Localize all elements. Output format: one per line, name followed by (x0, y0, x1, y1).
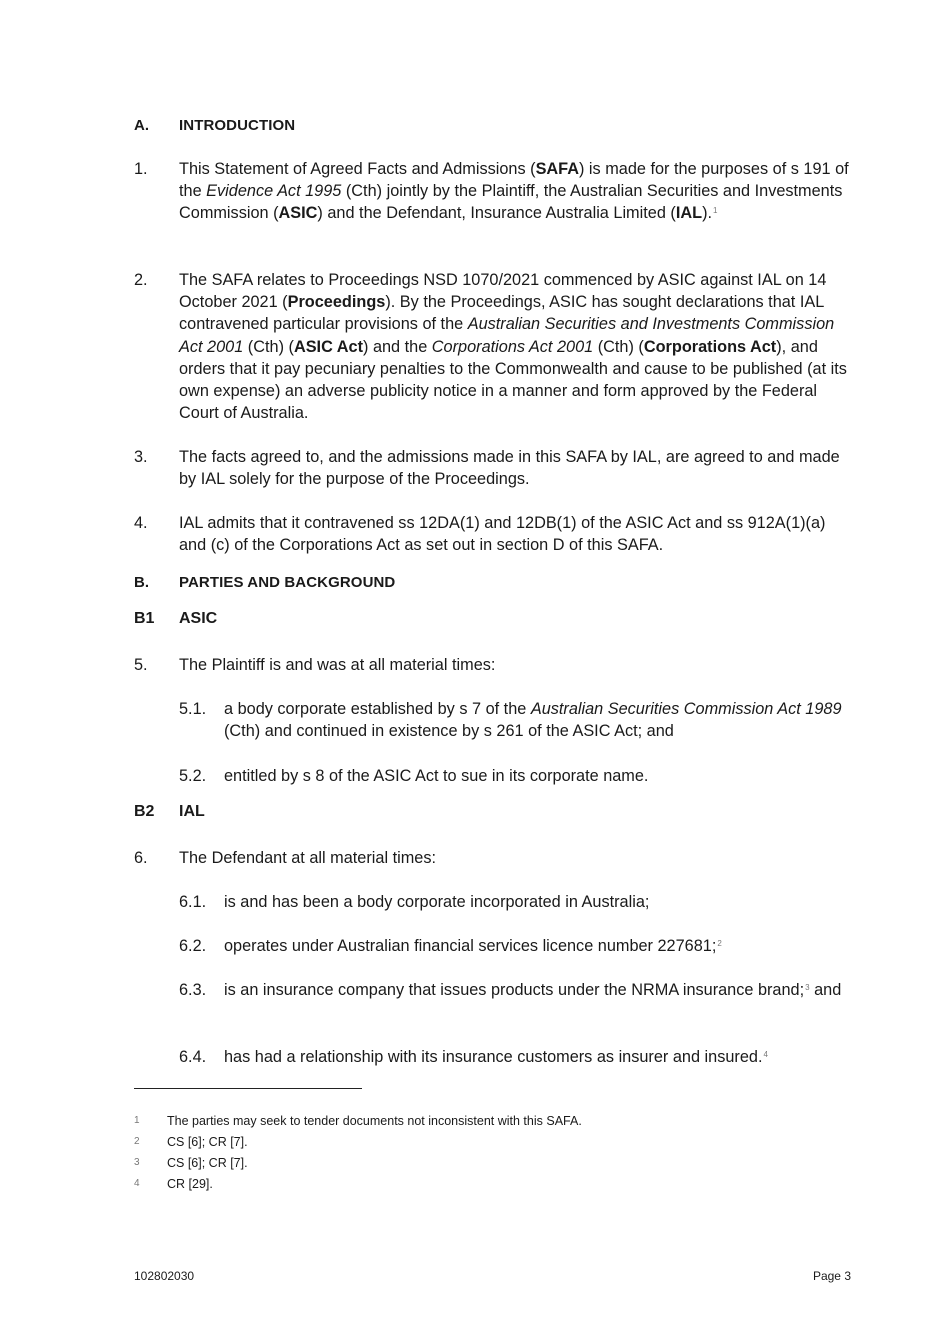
footnote-ref[interactable]: 1 (713, 206, 718, 216)
section-number: B. (134, 574, 150, 591)
paragraph-number: 3. (134, 448, 148, 466)
footnote-ref[interactable]: 2 (717, 939, 722, 948)
paragraph-6-2 (179, 935, 854, 957)
paragraph-number: 6. (134, 849, 148, 867)
paragraph-6-1 (179, 891, 854, 913)
paragraph-4 (134, 512, 854, 556)
paragraph-number: 6.3. (179, 981, 207, 999)
paragraph-number: 1. (134, 160, 148, 178)
paragraph-number: 2. (134, 271, 148, 289)
paragraph-number: 6.1. (179, 893, 207, 911)
paragraph-text: is and has been a body corporate incorporated in Australia; (224, 893, 650, 911)
paragraph-number: 6.2. (179, 937, 207, 955)
paragraph-6-4 (179, 1046, 854, 1068)
paragraph-6-3 (179, 979, 854, 1001)
section-number: A. (134, 117, 150, 134)
paragraph-text: This Statement of Agreed Facts and Admissions (SAFA) is made for the purposes of s 191 of the Evidence Act 1995 (Cth) jointly by the Plaintiff, the Australian Securities and Investments Commission (ASIC) and the Defendant, Insurance Australia Limited (IAL).$^1$ (179, 160, 849, 223)
paragraph-text: IAL admits that it contravened ss 12DA(1) and 12DB(1) of the ASIC Act and ss 912A(1)(a) and (c) of the Corporations Act as set out in section D of this SAFA. (179, 514, 826, 555)
footnote-text: CS [6]; CR [7]. (167, 1156, 248, 1170)
subsection-number: B1 (134, 610, 155, 627)
footnote-text: The parties may seek to tender documents not inconsistent with this SAFA. (167, 1114, 582, 1128)
subsection-title: IAL (179, 803, 205, 820)
paragraph-number: 6.4. (179, 1048, 207, 1066)
footnote-number: 2 (134, 1136, 140, 1147)
footnote-text: CS [6]; CR [7]. (167, 1135, 248, 1149)
paragraph-number: 5.1. (179, 700, 207, 718)
paragraph-5-1 (179, 698, 854, 742)
footnote-number: 3 (134, 1157, 140, 1168)
section-title: PARTIES AND BACKGROUND (179, 574, 396, 591)
paragraph-number: 5. (134, 656, 148, 674)
document-id: 102802030 (134, 1269, 195, 1283)
page-number: Page 3 (812, 1269, 851, 1283)
subsection-number: B2 (134, 803, 155, 820)
paragraph-5-2 (179, 765, 854, 787)
footnote-text: CR [29]. (167, 1177, 213, 1191)
paragraph-6 (134, 847, 854, 869)
footnote-ref[interactable]: 4 (763, 1050, 768, 1059)
section-title: INTRODUCTION (179, 117, 296, 134)
paragraph-text: entitled by s 8 of the ASIC Act to sue in its corporate name. (224, 767, 649, 785)
paragraph-text: has had a relationship with its insurance customers as insurer and insured.$^4$ (224, 1048, 768, 1066)
paragraph-2 (134, 269, 854, 424)
paragraph-text: operates under Australian financial services licence number 227681;$^2$ (224, 937, 722, 955)
paragraph-number: 5.2. (179, 767, 207, 785)
footnote-number: 1 (134, 1115, 140, 1126)
paragraph-3 (134, 446, 854, 490)
footnote-number: 4 (134, 1178, 140, 1189)
footnote-separator (134, 1088, 362, 1089)
paragraph-5 (134, 654, 854, 676)
paragraph-text: a body corporate established by s 7 of the Australian Securities Commission Act 1989 (Cth) and continued in existence by s 261 of the ASIC Act; and (224, 700, 842, 741)
footnote-ref[interactable]: 3 (805, 983, 810, 992)
paragraph-text: is an insurance company that issues products under the NRMA insurance brand;$^3$ and (224, 981, 842, 999)
paragraph-text: The Plaintiff is and was at all material times: (179, 656, 496, 674)
paragraph-text: The SAFA relates to Proceedings NSD 1070/2021 commenced by ASIC against IAL on 14 October 2021 (Proceedings). By the Proceedings, ASIC has sought declarations that IAL contravened particular provisions of the Australian Securities and Investments Commission Act 2001 (Cth) (ASIC Act) and the Corporations Act 2001 (Cth) (Corporations Act), and orders that it pay pecuniary penalties to the Commonwealth and cause to be published (at its own expense) an adverse publicity notice in a manner and form approved by the Federal Court of Australia. (179, 271, 847, 423)
paragraph-1 (134, 158, 854, 225)
paragraph-text: The Defendant at all material times: (179, 849, 437, 867)
paragraph-text: The facts agreed to, and the admissions made in this SAFA by IAL, are agreed to and made by IAL solely for the purpose of the Proceedings. (179, 448, 840, 489)
subsection-title: ASIC (179, 610, 218, 627)
paragraph-number: 4. (134, 514, 148, 532)
